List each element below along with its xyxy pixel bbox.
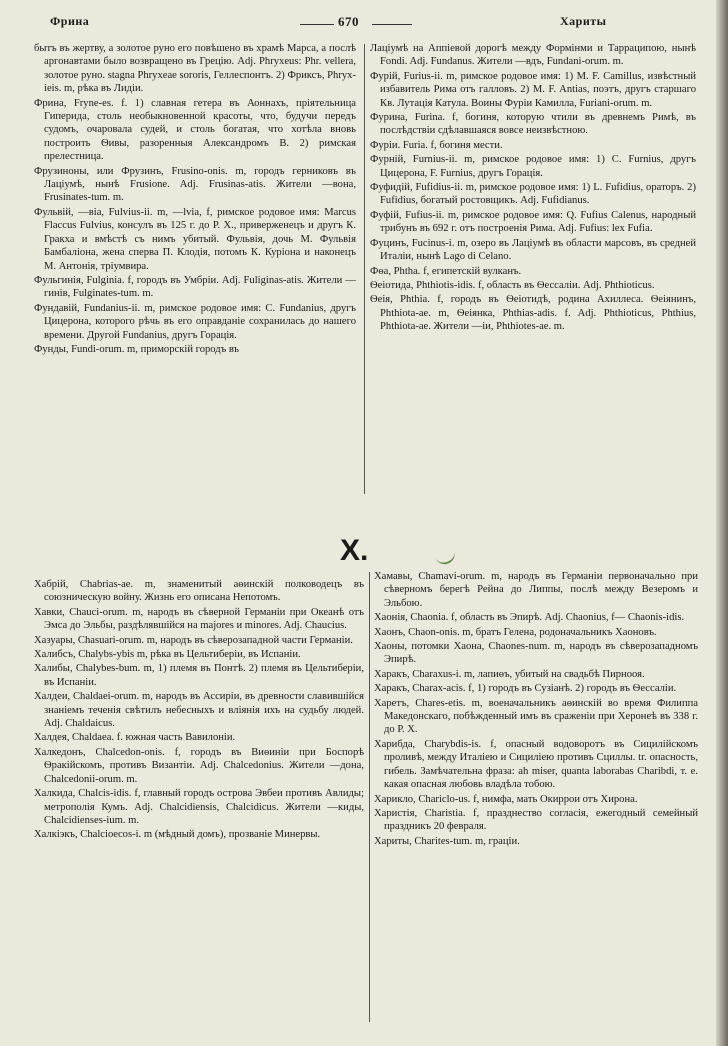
dictionary-entry: Фуфидій, Fufidius-ii. m, римское родовое имя: 1) L. Fufidius, ораторъ. 2) Fufidius, богатый ростовщикъ. Adj. Fufidianus. (370, 182, 696, 207)
dictionary-entry: Фурній, Furnius-ii. m, римское родовое имя: 1) С. Furnius, другъ Цицерона, F. Furnius, другъ Горація. (370, 154, 696, 179)
dictionary-entry: Хаонія, Chaonia. f, область въ Эпирѣ. Adj. Chaonius, f— Chaonis-idis. (374, 612, 685, 624)
dictionary-entry: Харакъ, Charaxus-i. m, лапиѳъ, убитый на свадьбѣ Пирнооя. (374, 668, 645, 680)
dictionary-entry: Харибда, Charybdis-is. f, опасный водоворотъ въ Сицилійскомъ проливѣ, между Италіею и Сициліею противъ Сциллы. tr. опасность, гибель. Замѣчательна фраза: ah miser, quanta laborabas Charibdi, т. е. какая опасная любовь владѣла тобою. (374, 738, 698, 791)
column-right-bottom (374, 570, 698, 849)
dictionary-entry: Хазуары, Chasuari-orum. m, народъ въ сѣверозападной части Германіи. (34, 634, 353, 646)
dictionary-entry: Фунды, Fundi-orum. m, приморскій городъ въ (34, 343, 240, 355)
dictionary-entry: Хавки, Chauci-orum. m, народъ въ сѣверной Германіи при Океанѣ отъ Эмса до Эльбы, раздѣлявшійся на majores и minores. Adj. Chaucius. (34, 606, 364, 632)
dictionary-entry: Хаоны, потомки Хаона, Chaones-num. m, народъ въ сѣверозападномъ Эпирѣ. (374, 641, 698, 666)
dictionary-entry: Ѳеіотида, Phthiotis-idis. f, область въ Ѳессаліи. Adj. Phthioticus. (370, 279, 655, 291)
section-letter: Х. (340, 534, 369, 567)
dictionary-entry: Фуфій, Fufius-ii. m, римское родовое имя: Q. Fufius Calenus, народный трибунъ въ 692 г. отъ построенія Рима. Adj. Fufius: lex Fufia. (370, 209, 696, 235)
dictionary-entry: Фундавій, Fundanius-ii. m, римское родовое имя: С. Fundanius, другъ Цицерона, которого рѣчь въ его оправданіе сохранилась до нашего времени. Другой Fundanius, другъ Горація. (34, 302, 356, 341)
dictionary-entry: Халкида, Chalcis-idis. f, главный городъ острова Эвбеи противъ Авлиды; метрополія Кумъ. Adj. Chalcidiensis, Chalcidicus. Жители —киды, Chalcidienses-ium. m. (34, 788, 364, 826)
running-header-left: Фрина (50, 14, 90, 28)
dictionary-entry: Фурій, Furius-ii. m, римское родовое имя: 1) М. F. Camillus, извѣстный избавитель Рима отъ галловъ. 2) М. F. Antias, поэтъ, другъ старшаго Кв. Лутація Катула. Воины Фуріи Камилла, Furiani-orum. m. (370, 70, 696, 109)
dictionary-entry: Халдеи, Chaldaei-orum. m, народъ въ Ассиріи, въ древности славившійся знаніемъ теченія свѣтилъ небесныхъ и вліянія ихъ на судьбу людей. Adj. Chaldaicus. (34, 691, 364, 730)
dictionary-entry: Фуріи. Furia. f, богиня мести. (370, 139, 503, 151)
column-left-bottom (34, 578, 364, 843)
dictionary-entry: Лаціумѣ на Аппіевой дорогѣ между Формінми и Тарраципою, нынѣ Fondi. Adj. Fundanus. Жители —вдъ, Fundani-orum. m. (370, 43, 696, 68)
dictionary-entry: Фуцинъ, Fucinus-i. m, озеро въ Лаціумѣ въ области марсовъ, въ средней Италіи, нынѣ Lago di Celano. (370, 237, 696, 263)
dictionary-entry: Харистія, Charistia. f, празднество согласія, ежегодный семейный праздникъ 20 февраля. (374, 807, 698, 833)
dictionary-entry: Фѳа, Phtha. f, египетскій вулканъ. (370, 265, 522, 277)
dictionary-entry: Халкедонъ, Chalcedon-onis. f, городъ въ Виѳиніи при Боспорѣ Ѳракійскомъ, противъ Византіи. Adj. Chalcedonius. Жители —дона, Chalcedonii-orum. m. (34, 746, 364, 785)
dictionary-entry: Фрина, Fryne-es. f. 1) славная гетера въ Аоннахъ, пріятельница Гиперида, столь необыкновенной красоты, что, будучи передъ судомъ, очаровала судей, и столь богатая, что хотѣла вновь построить Ѳивы, разоренныя Александромъ В. 2) римская прелестница. (34, 97, 356, 163)
column-divider-bottom (369, 572, 370, 1022)
dictionary-entry: Хариты, Charites-tum. m, граціи. (374, 835, 520, 847)
pencil-mark-icon (435, 549, 458, 567)
dictionary-entry: Фрузиноны, или Фрузинъ, Frusino-onis. m, городъ герниковъ въ Лаціумѣ, нынѣ Frusione. Adj. Frusinas-atis. Жители —вона, Frusinates-tum. m. (34, 165, 356, 204)
running-header-right: Хариты (560, 14, 607, 28)
dictionary-entry: Халибы, Chalybes-bum. m, 1) племя въ Понтѣ. 2) племя въ Цельтиберіи, въ Испаніи. (34, 663, 364, 688)
page-number: 670 (338, 14, 359, 29)
column-right-top (370, 42, 696, 335)
dictionary-entry: бытъ въ жертву, а золотое руно его повѣшено въ храмѣ Марса, а послѣ аргонавтами было возвращено въ Грецію. Adj. Phryxeus: Phr. vellera, золотое руно. stagna Phryxeae sororis, Геллеспонтъ. 2) Фриксъ, Phryx-ieis. m, рѣка въ Лидіи. (34, 43, 356, 95)
header-rule-left (300, 24, 334, 25)
book-edge (716, 0, 728, 1046)
dictionary-entry: Ѳеія, Phthia. f, городъ въ Ѳеіотидѣ, родина Ахиллеса. Ѳеіянинъ, Phthiota-ae. m, Ѳеіянка, Phthias-adis. f. Adj. Phthioticus, Phthius, Phthiota-ae. Жители —іи, Phthiotes-ae. m. (370, 294, 696, 333)
dictionary-entry: Фурина, Furina. f, богиня, которую чтили въ древнемъ Римѣ, въ послѣдствіи сдѣлавшаяся вовсе неизвѣстною. (370, 112, 696, 137)
header-rule-right (372, 24, 412, 25)
dictionary-entry: Фульгинія, Fulginia. f, городъ въ Умбріи. Adj. Fuliginas-atis. Жители —гинів, Fulginates-tum. m. (34, 274, 356, 300)
dictionary-entry: Хамавы, Chamavi-orum. m, народъ въ Германіи первоначально при сѣверномъ берегѣ Рейна до Липпы, послѣ между Везеромъ и Эльбою. (374, 571, 698, 609)
dictionary-entry: Фульвій, —віа, Fulvius-ii. m, —lvia, f, римское родовое имя: Marcus Flaccus Fulvius, консулъ въ 125 г. до Р. Х., приверженецъ и другъ К. Гракха и вмѣстѣ съ нимъ убитый. Фульвія, дочь М. Фульвія Бамбаліона, жена сперва П. Клодія, потомъ К. Куріона и наконецъ М. Антонія, тріумвира. (34, 206, 356, 272)
dictionary-entry: Халдея, Chaldaea. f. южная часть Вавилоніи. (34, 732, 236, 744)
dictionary-entry: Харетъ, Chares-etis. m, военачальникъ аѳинскій во время Филиппа Македонскаго, побѣжденный имъ въ сраженіи при Херонеѣ въ 338 г. до Р. Х. (374, 697, 698, 736)
column-divider-top (364, 44, 365, 494)
dictionary-entry: Хабрій, Chabrias-ae. m, знаменитый аѳинскій полководецъ въ союзническую войну. Жизнь его описана Непотомъ. (34, 579, 364, 604)
column-left-top (34, 42, 356, 357)
dictionary-entry: Халкіэкъ, Chalcioecos-i. m (мѣдный домъ), прозваніе Минервы. (34, 829, 321, 841)
dictionary-entry: Харакъ, Charax-acis. f, 1) городъ въ Сузіанѣ. 2) городъ въ Ѳессаліи. (374, 683, 677, 695)
dictionary-entry: Харикло, Chariclo-us. f, нимфа, мать Окиррои отъ Хирона. (374, 793, 638, 805)
dictionary-entry: Хаонъ, Chaon-onis. m, братъ Гелена, родоначальникъ Хаоновъ. (374, 626, 657, 638)
dictionary-entry: Халибсъ, Chalybs-ybis m, рѣка въ Цельтиберіи, въ Испаніи. (34, 649, 301, 661)
